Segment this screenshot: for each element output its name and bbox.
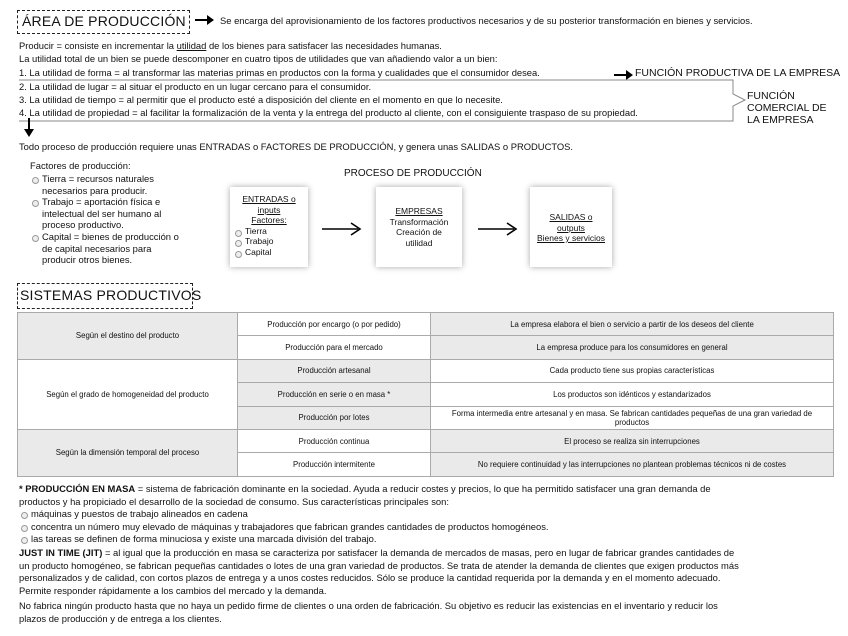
label-line: FUNCIÓN xyxy=(747,90,795,102)
utility-intro: La utilidad total de un bien se puede descomponer en cuatro tipos de utilidades que van añadiendo valor a un bien: xyxy=(19,53,498,64)
description-cell: Los productos son idénticos y estandarizados xyxy=(431,383,834,406)
card-line: inputs xyxy=(257,204,281,215)
criterion-cell: Según la dimensión temporal del proceso xyxy=(18,429,238,476)
jit-line-1 xyxy=(19,547,734,559)
funcion-productiva-label: FUNCIÓN PRODUCTIVA DE LA EMPRESA xyxy=(635,67,841,79)
description-cell: El proceso se realiza sin interrupciones xyxy=(431,429,834,452)
card-line: Creación de xyxy=(396,227,442,237)
masa-bullet: las tareas se definen de forma minuciosa y existe una marcada división del trabajo. xyxy=(19,533,549,546)
table-row xyxy=(18,359,834,382)
masa-line-1 xyxy=(19,483,711,495)
card-item: Capital xyxy=(233,247,308,258)
card-line: Bienes y servicios xyxy=(536,233,606,243)
type-cell: Producción para el mercado xyxy=(238,336,431,359)
factor-tierra: Tierra = recursos naturales necesarios para producir. xyxy=(30,173,179,196)
jit-line: Permite responder rápidamente a los cambios del mercado y la demanda. xyxy=(19,584,327,596)
arrow-right-icon xyxy=(195,14,215,26)
definition-part: Producir = consiste en incrementar la xyxy=(19,40,177,51)
type-cell: Producción en serie o en masa * xyxy=(238,383,431,406)
card-line: utilidad xyxy=(405,237,433,248)
card-line: Transformación xyxy=(389,216,449,227)
salidas-card xyxy=(530,187,612,267)
description-cell: Forma intermedia entre artesanal y en masa. Se fabrican cantidades pequeñas de una gran variedad de productos xyxy=(431,406,834,429)
factor-trabajo: Trabajo = aportación física e intelectual del ser humano al proceso productivo. xyxy=(30,196,179,231)
utility-item: 1. La utilidad de forma = al transformar las materias primas en productos con la forma y cualidades que el consumidor desea. xyxy=(19,67,540,78)
utility-item: 2. La utilidad de lugar = al situar el producto en un lugar cercano para el consumidor. xyxy=(19,81,372,92)
arrow-down-icon xyxy=(23,118,35,138)
description-cell: La empresa elabora el bien o servicio a partir de los deseos del cliente xyxy=(431,313,834,336)
card-line: outputs xyxy=(557,222,585,233)
utility-item: 3. La utilidad de tiempo = al permitir que el producto esté a disposición del cliente en el momento en que lo necesite. xyxy=(19,94,503,105)
label-line: LA EMPRESA xyxy=(747,114,814,126)
jit-label: JUST IN TIME (JIT) xyxy=(19,547,103,558)
card-item: Tierra xyxy=(233,226,308,237)
arrow-right-icon xyxy=(478,222,518,236)
type-cell: Producción por lotes xyxy=(238,406,431,429)
sistemas-table xyxy=(17,312,834,477)
factores-list xyxy=(30,173,179,266)
proceso-title: PROCESO DE PRODUCCIÓN xyxy=(344,168,482,179)
funcion-comercial-label xyxy=(747,90,827,126)
sistemas-title: SISTEMAS PRODUCTIVOS xyxy=(20,287,202,303)
card-item: Trabajo xyxy=(233,236,308,247)
arrow-right-icon xyxy=(322,222,362,236)
definition-part: de los bienes para satisfacer las necesidades humanas. xyxy=(206,40,442,51)
title-description: Se encarga del aprovisionamiento de los factores productivos necesarios y de su posterior transformación en bienes y servicios. xyxy=(220,15,753,26)
production-definition xyxy=(19,40,442,52)
empresas-card xyxy=(376,187,462,267)
label-line: COMERCIAL DE xyxy=(747,102,827,114)
description-cell: La empresa produce para los consumidores en general xyxy=(431,336,834,359)
factor-capital: Capital = bienes de producción o de capital necesarios para producir otros bienes. xyxy=(30,231,179,266)
criterion-cell: Según el destino del producto xyxy=(18,313,238,360)
type-cell: Producción artesanal xyxy=(238,359,431,382)
entradas-card xyxy=(230,187,308,267)
table-row xyxy=(18,429,834,452)
masa-bullet: máquinas y puestos de trabajo alineados en cadena xyxy=(19,508,549,521)
card-line: ENTRADAS o xyxy=(242,194,296,204)
utility-item: 4. La utilidad de propiedad = al facilitar la formalización de la venta y la entrega del producto al cliente, con el consiguiente traspaso de su propiedad. xyxy=(19,107,638,118)
process-sentence: Todo proceso de producción requiere unas ENTRADAS o FACTORES DE PRODUCCIÓN, y genera unas SALIDAS o PRODUCTOS. xyxy=(19,141,574,152)
type-cell: Producción continua xyxy=(238,429,431,452)
page-title: ÁREA DE PRODUCCIÓN xyxy=(22,13,186,29)
card-line: SALIDAS o xyxy=(549,212,593,222)
jit-line: No fabrica ningún producto hasta que no haya un pedido firme de clientes o una orden de fabricación. Su objetivo es reducir las existencias en el inventario y reducir los xyxy=(19,600,718,611)
jit-line: un producto homogéneo, se fabrican pequeñas cantidades o lotes de una gran variedad de productos. Se trata de atender la demanda de clientes que exigen productos más xyxy=(19,559,739,571)
type-cell: Producción intermitente xyxy=(238,453,431,476)
criterion-cell: Según el grado de homogeneidad del producto xyxy=(18,359,238,429)
masa-list xyxy=(19,508,549,546)
jit-text: = al igual que la producción en masa se caracteriza por satisfacer la demanda de mercados de masas, pero en lugar de fabricar grandes cantidades de xyxy=(102,547,735,558)
jit-line: plazos de producción y de entrega a los clientes. xyxy=(19,612,222,624)
masa-text: = sistema de fabricación dominante en la sociedad. Ayuda a reducir costes y precios, lo que ha permitido satisfacer una gran demanda de xyxy=(135,483,711,494)
factores-title: Factores de producción: xyxy=(30,160,131,171)
description-cell: No requiere continuidad y las interrupciones no plantean problemas técnicos ni de costes xyxy=(431,453,834,476)
definition-keyword: utilidad xyxy=(176,40,207,51)
masa-bullet: concentra un número muy elevado de máquinas y trabajadores que fabrican grandes cantidades de productos homogéneos. xyxy=(19,521,549,534)
table-row xyxy=(18,313,834,336)
masa-label: * PRODUCCIÓN EN MASA xyxy=(19,483,136,494)
jit-line: personalizados y de calidad, con cortos plazos de entrega y a unos costes reducidos. Sólo se produce la cantidad requerida por la demanda y en el momento adecuado. xyxy=(19,572,721,583)
description-cell: Cada producto tiene sus propias características xyxy=(431,359,834,382)
card-line: EMPRESAS xyxy=(395,206,443,216)
card-line: Factores: xyxy=(251,215,287,225)
type-cell: Producción por encargo (o por pedido) xyxy=(238,313,431,336)
masa-line-2: productos y ha propiciado el desarrollo de la sociedad de consumo. Sus características principales son: xyxy=(19,495,449,507)
